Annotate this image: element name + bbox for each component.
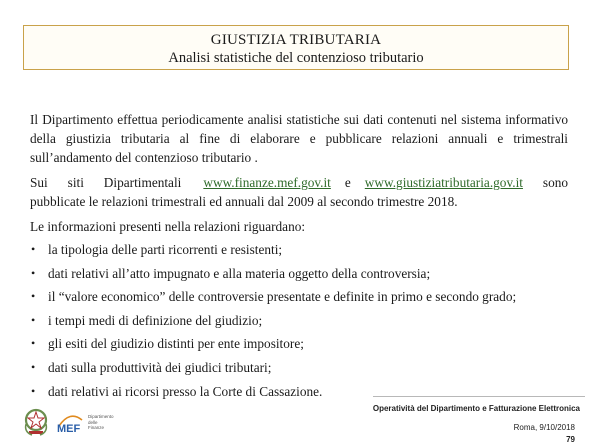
- bullet-icon: •: [31, 383, 36, 398]
- mef-logo-text: MEF: [57, 423, 81, 434]
- bullet-icon: •: [31, 312, 36, 327]
- footer-title: Operatività del Dipartimento e Fatturazione Elettronica: [372, 404, 580, 413]
- page-number: 79: [566, 435, 575, 444]
- info-list: [30, 240, 568, 405]
- page-title: GIUSTIZIA TRIBUTARIA: [210, 32, 382, 48]
- page-subtitle: Analisi statistiche del contenzioso tributario: [168, 50, 424, 66]
- bullet-icon: •: [31, 336, 36, 351]
- info-intro: Le informazioni presenti nella relazioni riguardano:: [30, 219, 306, 234]
- footer-date: Roma, 9/10/2018: [513, 423, 575, 432]
- bullet-icon: •: [31, 359, 36, 374]
- slide-content: [30, 110, 568, 405]
- list-item: • la tipologia delle parti ricorrenti e resistenti;: [31, 242, 283, 257]
- bullet-icon: •: [31, 289, 36, 304]
- list-item: • dati relativi ai ricorsi presso la Corte di Cassazione.: [31, 383, 323, 399]
- list-item: • gli esiti del giudizio distinti per ente impositore;: [31, 336, 304, 352]
- sites-conjunction: e: [344, 175, 351, 190]
- footer-divider: [373, 396, 585, 397]
- giustizia-link[interactable]: www.giustiziatributaria.gov.it: [364, 175, 523, 190]
- italian-emblem-icon: [22, 404, 50, 438]
- bullet-icon: •: [31, 265, 36, 280]
- sites-suffix: sono pubblicate le relazioni trimestrali ed annuali dal 2009 al secondo trimestre 2018.: [30, 175, 569, 209]
- sites-prefix: Sui siti Dipartimentali: [30, 175, 182, 190]
- list-item: • i tempi medi di definizione del giudizio;: [31, 312, 263, 328]
- list-item: • il “valore economico” delle controversie presentate e definite in primo e secondo grado;: [31, 289, 517, 305]
- list-item: • dati sulla produttività dei giudici tributari;: [31, 359, 272, 375]
- list-item: • dati relativi all’atto impugnato e alla materia oggetto della controversia;: [31, 265, 431, 281]
- bullet-icon: •: [31, 242, 36, 256]
- finanze-link[interactable]: www.finanze.mef.gov.it: [203, 175, 331, 190]
- sites-paragraph: [30, 173, 568, 211]
- title-box: [23, 25, 569, 70]
- intro-paragraph: Il Dipartimento effettua periodicamente analisi statistiche sui dati contenuti nel sistema informativo della giustizia tributaria al fine di elaborare e pubblicare relazioni annuali e trimestrali sull’andamento del contenzioso tributario .: [30, 112, 568, 165]
- mef-logo-caption: Dipartimento delle Finanze: [88, 414, 114, 430]
- mef-logo-icon: [56, 412, 84, 434]
